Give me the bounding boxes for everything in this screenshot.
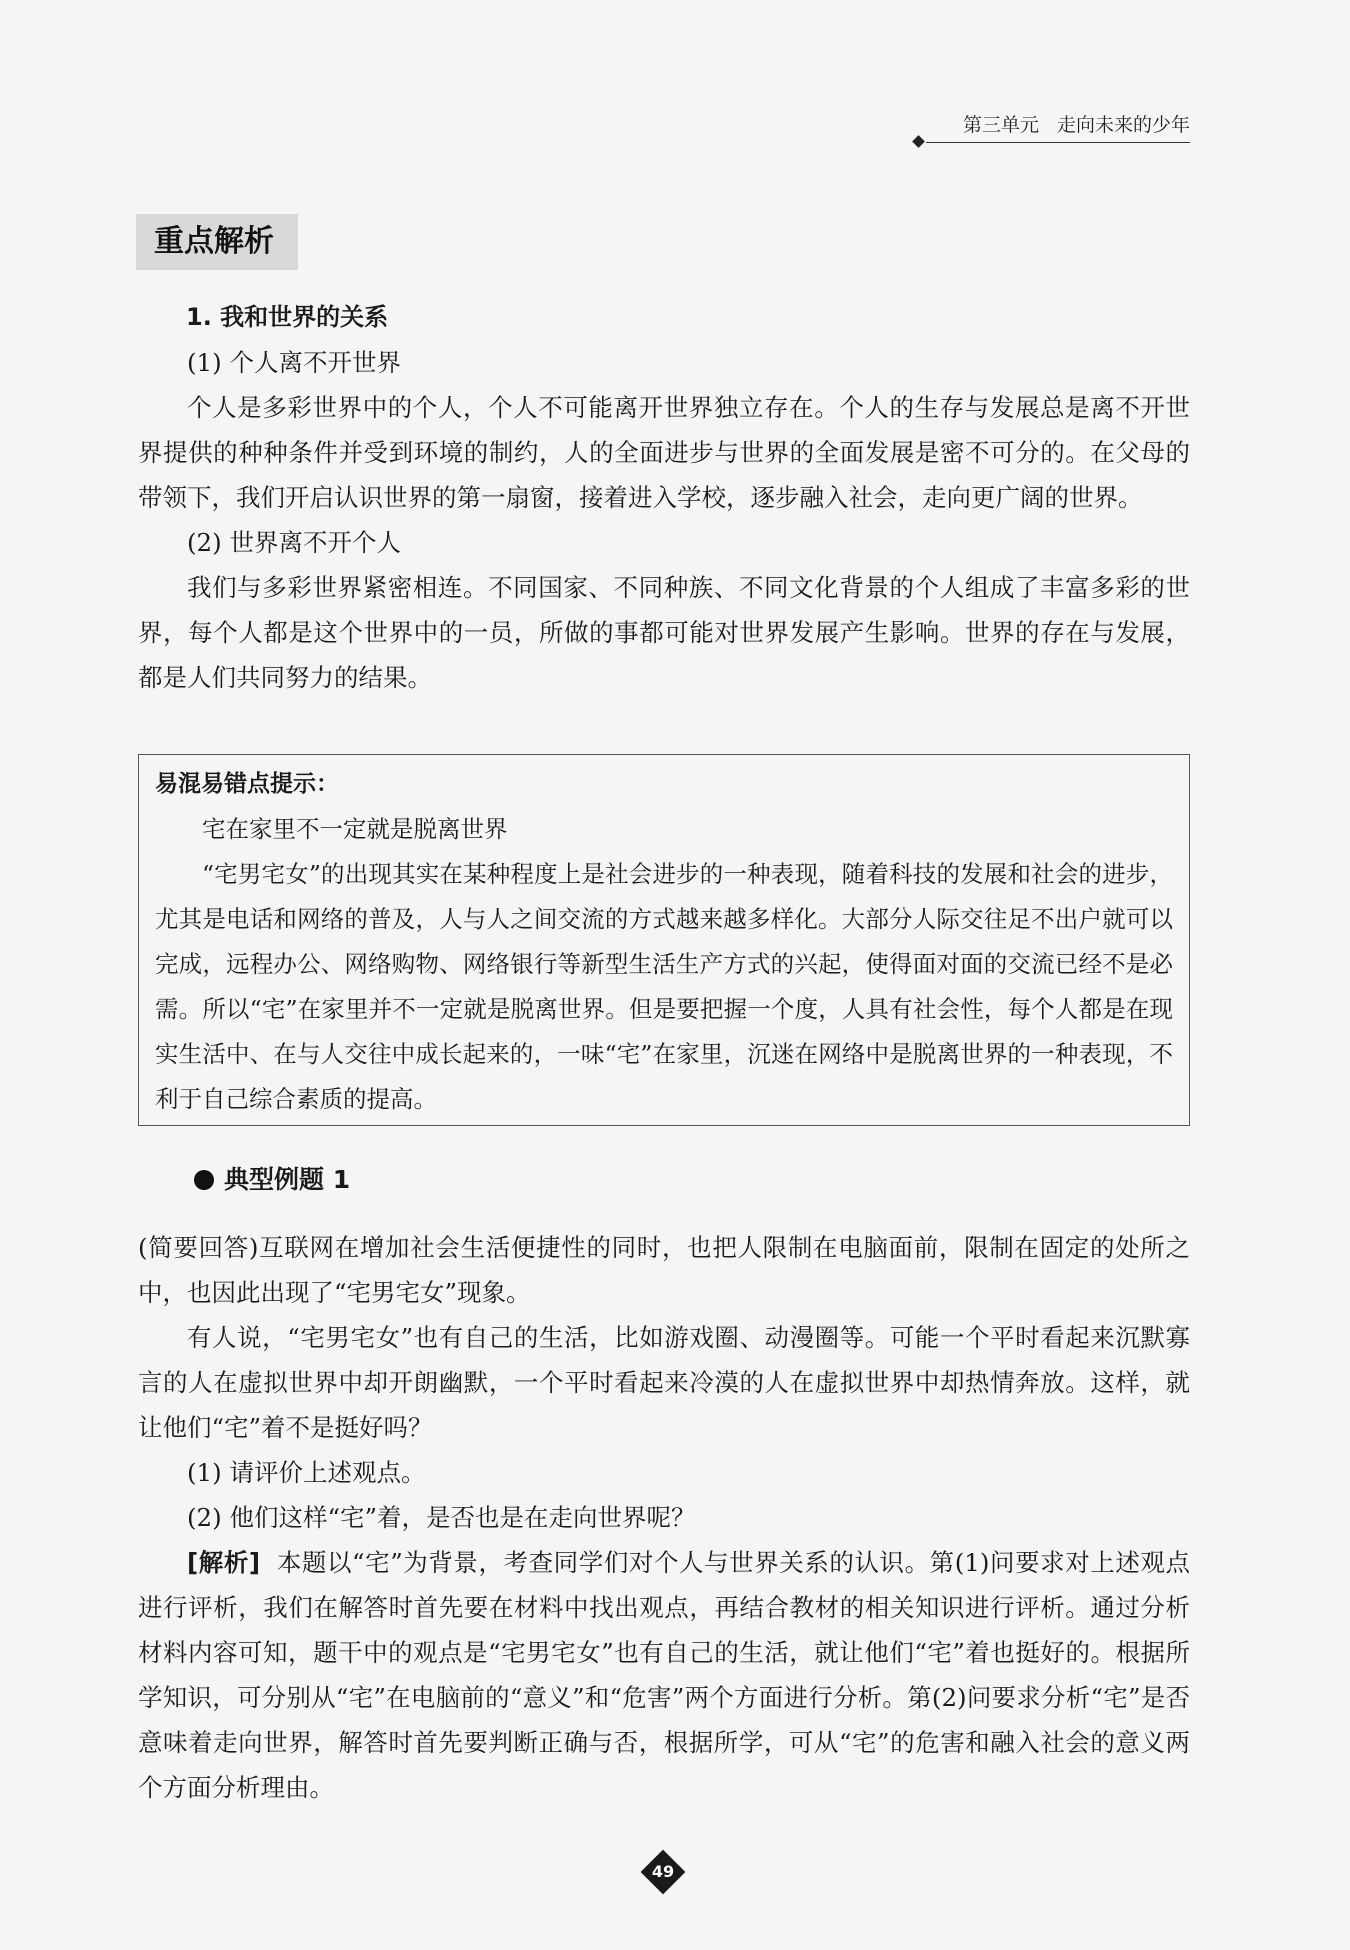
header-rule — [926, 142, 1190, 143]
tip-text: “宅男宅女”的出现其实在某种程度上是社会进步的一种表现，随着科技的发展和社会的进步，尤其是电话和网络的普及，人与人之间交流的方式越来越多样化。大部分人际交往足不出户就可以完成，远程办公、网络购物、网络银行等新型生活生产方式的兴起，使得面对面的交流已经不是必需。所以“宅”在家里并不一定就是脱离世界。但是要把握一个度，人具有社会性，每个人都是在现实生活中、在与人交往中成长起来的，一味“宅”在家里，沉迷在网络中是脱离世界的一种表现，不利于自己综合素质的提高。 — [155, 860, 1173, 1113]
header-unit-title: 走向未来的少年 — [1056, 114, 1190, 136]
page-number-text: 49 — [651, 1862, 675, 1881]
subtopic-2-title: (2) 世界离不开个人 — [187, 528, 401, 557]
bullet-icon — [194, 1170, 214, 1190]
analysis-paragraph — [138, 1540, 1190, 1810]
subtopic-1-text: 个人是多彩世界中的个人，个人不可能离开世界独立存在。个人的生存与发展总是离不开世界提供的种种条件并受到环境的制约，人的全面进步与世界的全面发展是密不可分的。在父母的带领下，我们开启认识世界的第一扇窗，接着进入学校，逐步融入社会，走向更广阔的世界。 — [138, 393, 1190, 512]
example-heading — [194, 1160, 350, 1200]
example-question-2: (2) 他们这样“宅”着，是否也是在走向世界呢？ — [187, 1503, 696, 1532]
tip-subtitle: 宅在家里不一定就是脱离世界 — [202, 815, 508, 843]
page-number — [641, 1850, 685, 1894]
example-body — [138, 1225, 1190, 1810]
analysis-label: [解析] — [187, 1548, 261, 1577]
topic-heading: 1. 我和世界的关系 — [186, 303, 389, 331]
topic-1 — [138, 295, 1190, 700]
section-title: 重点解析 — [136, 214, 298, 270]
example-question-1: (1) 请评价上述观点。 — [187, 1458, 426, 1487]
analysis-text: 本题以“宅”为背景，考查同学们对个人与世界关系的认识。第(1)问要求对上述观点进行评析，我们在解答时首先要在材料中找出观点，再结合教材的相关知识进行评析。通过分析材料内容可知，题干中的观点是“宅男宅女”也有自己的生活，就让他们“宅”着也挺好的。根据所学知识，可分别从“宅”在电脑前的“意义”和“危害”两个方面进行分析。第(2)问要求分析“宅”是否意味着走向世界，解答时首先要判断正确与否，根据所学，可从“宅”的危害和融入社会的意义两个方面分析理由。 — [138, 1548, 1190, 1802]
tip-box — [138, 754, 1190, 1126]
example-para-2: 有人说，“宅男宅女”也有自己的生活，比如游戏圈、动漫圈等。可能一个平时看起来沉默寡言的人在虚拟世界中却开朗幽默，一个平时看起来冷漠的人在虚拟世界中却热情奔放。这样，就让他们“宅”着不是挺好吗？ — [138, 1323, 1190, 1442]
header-text — [963, 112, 1190, 138]
subtopic-1-title: (1) 个人离不开世界 — [187, 348, 401, 377]
running-header — [912, 112, 1190, 146]
header-unit: 第三单元 — [962, 114, 1039, 136]
tip-title: 易混易错点提示： — [155, 771, 339, 797]
subtopic-2-text: 我们与多彩世界紧密相连。不同国家、不同种族、不同文化背景的个人组成了丰富多彩的世界，每个人都是这个世界中的一员，所做的事都可能对世界发展产生影响。世界的存在与发展，都是人们共同努力的结果。 — [138, 573, 1190, 692]
example-para-1: (简要回答)互联网在增加社会生活便捷性的同时，也把人限制在电脑面前，限制在固定的处所之中，也因此出现了“宅男宅女”现象。 — [138, 1233, 1190, 1307]
diamond-icon — [912, 135, 925, 148]
example-heading-text: 典型例题 1 — [224, 1165, 351, 1194]
